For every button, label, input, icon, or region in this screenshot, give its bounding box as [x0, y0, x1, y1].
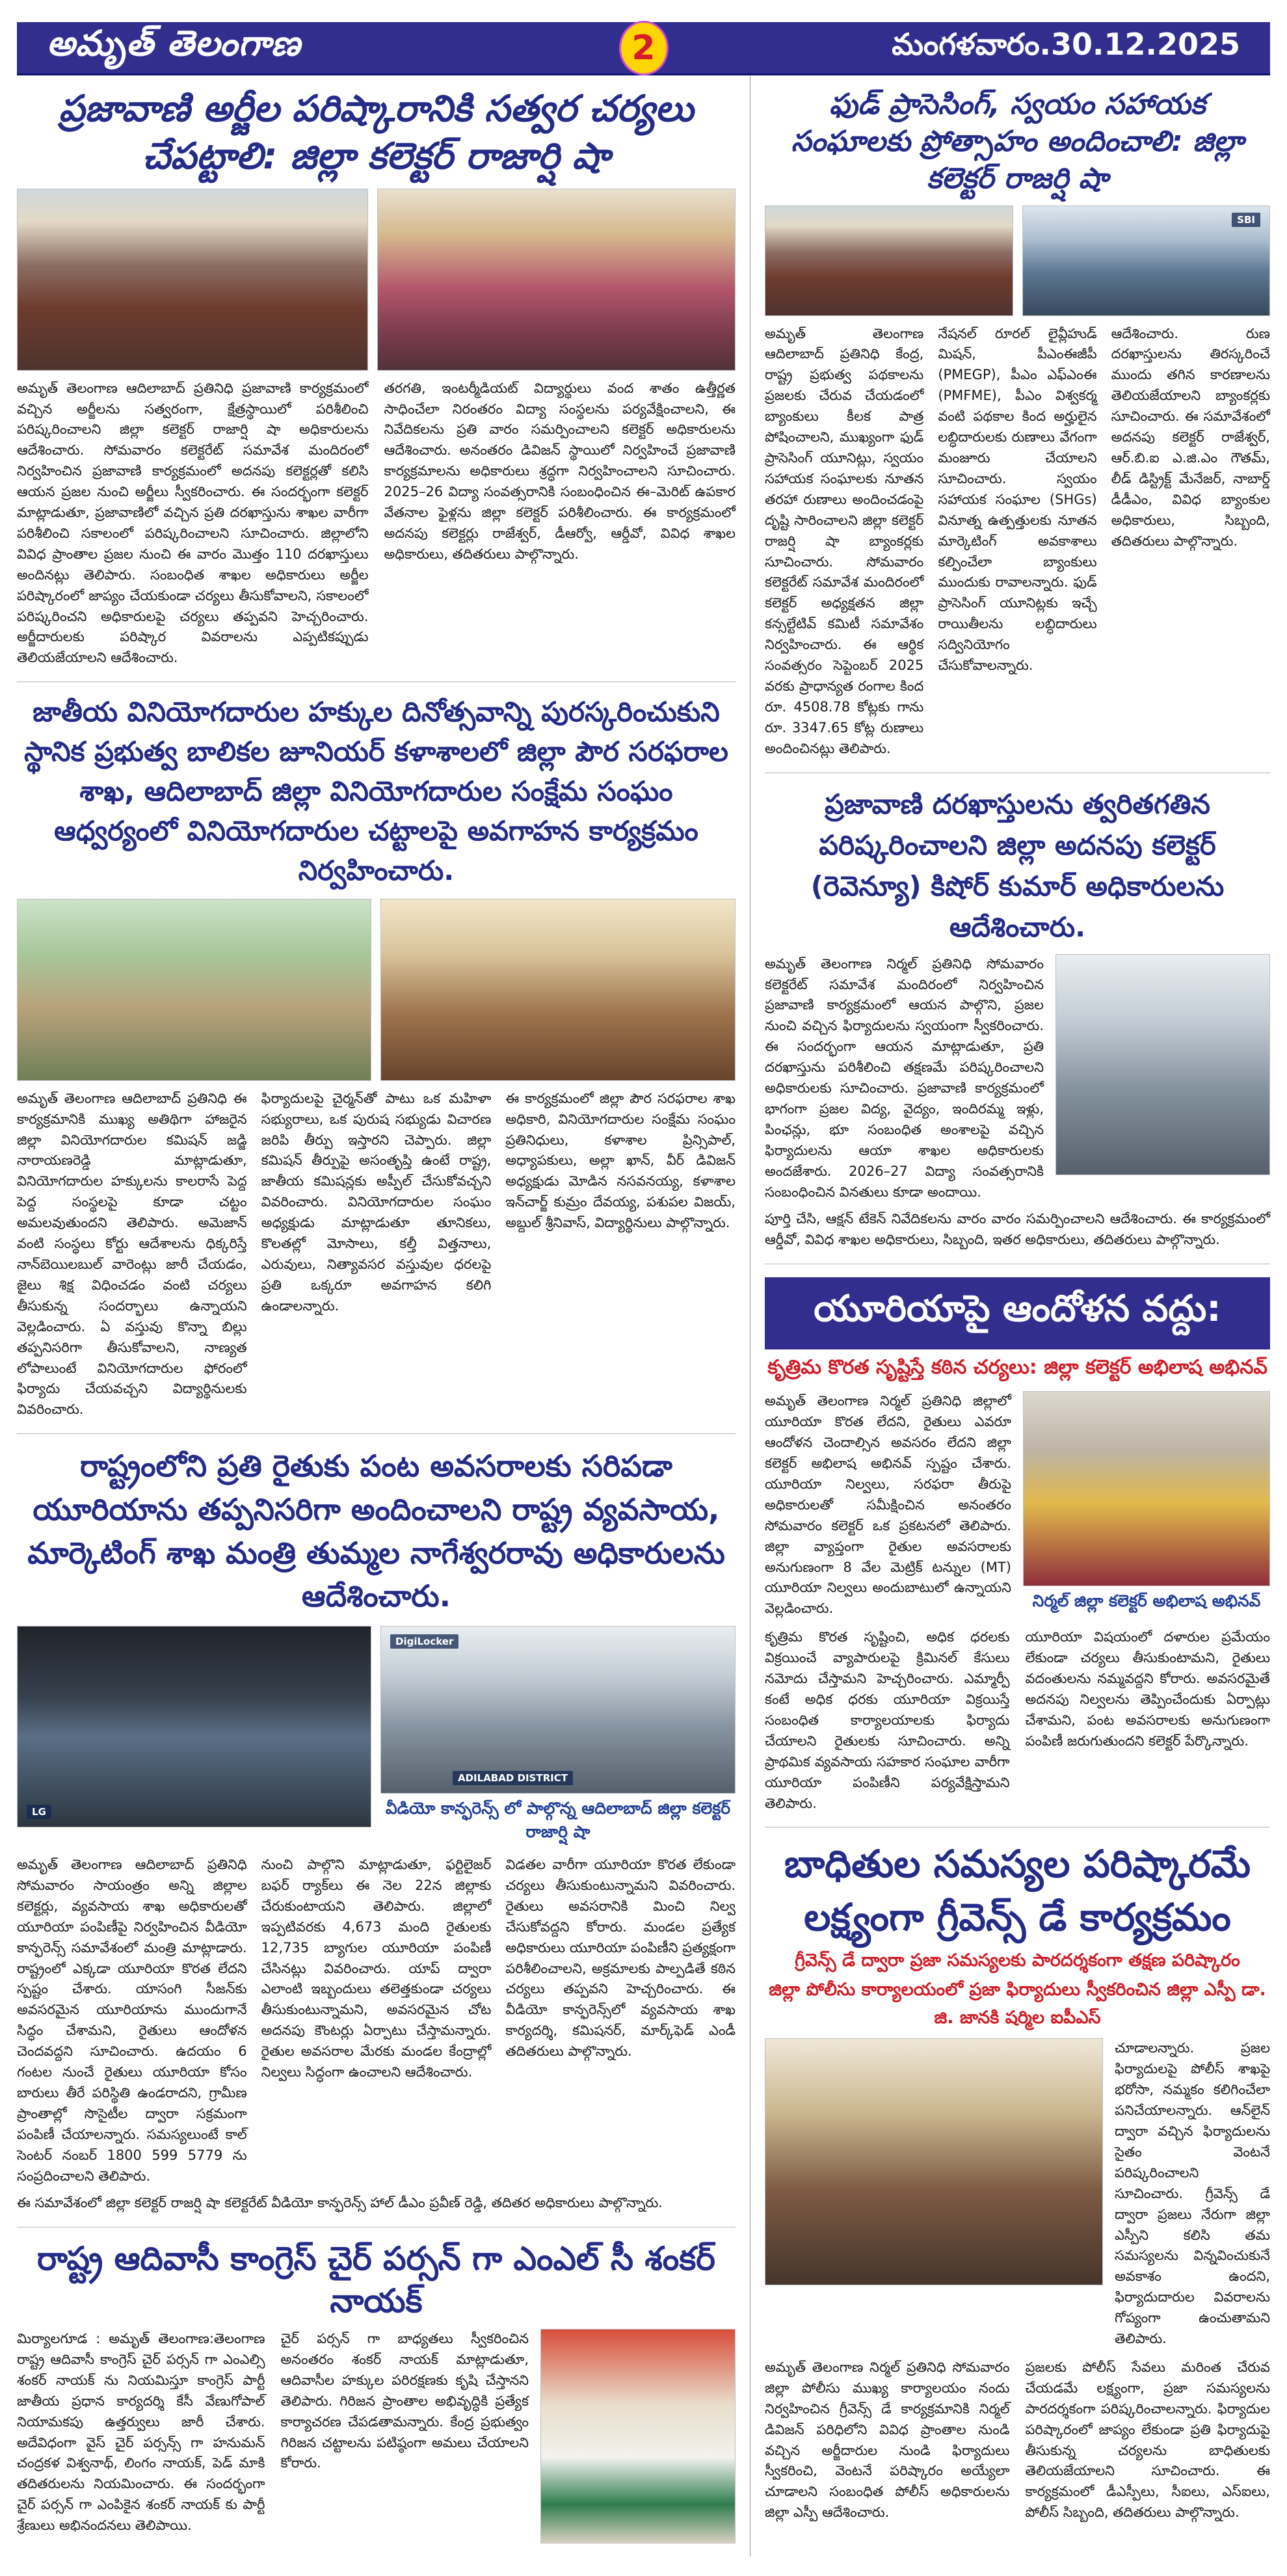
article-body	[17, 378, 736, 669]
article-urea-minister	[17, 1434, 736, 2227]
body-paragraph: చూడాలన్నారు. ప్రజల ఫిర్యాదులపై పోలీస్ శాఖపై భరోసా, నమ్మకం కలిగించేలా పనిచేయాలన్నారు. ఆన్‌లైన్ ద్వారా వచ్చిన ఫిర్యాదులను సైతం వెంటనే పరిష్కరించాలని సూచించారు. గ్రీవెన్స్ డే ద్వారా ప్రజలు నేరుగా జిల్లా ఎస్పీని కలిసి తమ సమస్యలను విన్నవించుకునే అవకాశం ఉందని, ఫిర్యాదుదారుల వివరాలను గోప్యంగా ఉంచుతామని తెలిపారు.	[1115, 2040, 1270, 2347]
article-bar-headline: యూరియాపై ఆందోళన వద్దు:	[765, 1277, 1270, 1349]
article-headline: ప్రజావాణి దరఖాస్తులను త్వరితగతిన పరిష్కరించాలని జిల్లా అదనపు కలెక్టర్ (రెవెన్యూ) కిషోర్ కుమార్ అధికారులను ఆదేశించారు.	[810, 788, 1225, 943]
article-body-row	[765, 954, 1270, 1203]
body-paragraph: అమృత్ తెలంగాణ ఆదిలాబాద్ ప్రతినిధి ప్రజావాణి కార్యక్రమంలో వచ్చిన అర్జీలను సత్వరంగా, క్షేత్రస్థాయిలో పరిశీలించి పరిష్కరించాలని జిల్లా కలెక్టర్ రాజార్షి షా అధికారులను ఆదేశించారు. సోమవారం కలెక్టరేట్ సమావేశ మందిరంలో నిర్వహించిన ప్రజావాణి కార్యక్రమంలో అదనపు కలెక్టర్లతో కలిసి ఆయన ప్రజల నుంచి అర్జీలు స్వీకరించారు. ఈ సందర్భంగా కలెక్టర్ మాట్లాడుతూ, ప్రజావాణిలో వచ్చిన ప్రతి దరఖాస్తును శాఖల వారీగా పరిశీలించి సకాలంలో పరిష్కరించాలని సూచించారు. జిల్లాలోని వివిధ ప్రాంతాల ప్రజల నుంచి ఈ వారం మొత్తం 110 దరఖాస్తులు అందినట్లు తెలిపారు. సంబంధిత శాఖల అధికారులు అర్జీల పరిష్కారంలో జాప్యం చేయకుండా చర్యలు తీసుకోవాలని, సకాలంలో పరిష్కరించని అధికారులపై చర్యలు తప్పవని హెచ్చరించారు. అర్జీదారులకు పరిష్కార వివరాలను ఎప్పటికప్పుడు తెలియజేయాలని ఆదేశించారు.	[17, 380, 369, 666]
article-body	[765, 324, 1270, 760]
article-headline: జాతీయ వినియోగదారుల హక్కుల దినోత్సవాన్ని పురస్కరించుకుని స్థానిక ప్రభుత్వ బాలికల జూనియర్ కళాశాలలో జిల్లా పౌర సరఫరాల శాఖ, ఆదిలాబాద్ జిల్లా వినియోగదారుల సంక్షేమ సంఘం ఆధ్వర్యంలో వినియోగదారుల చట్టాలపై అవగాహన కార్యక్రమం నిర్వహించారు.	[24, 696, 728, 886]
body-paragraph: అమృత్ తెలంగాణ నిర్మల్ ప్రతినిధి సోమవారం కలెక్టరేట్ సమావేశ మందిరంలో నిర్వహించిన ప్రజావాణి కార్యక్రమంలో ఆయన పాల్గొని, ప్రజల నుంచి వచ్చిన ఫిర్యాదులను స్వయంగా స్వీకరించారు. ఈ సందర్భంగా ఆయన మాట్లాడుతూ, ప్రతి దరఖాస్తును పరిశీలించి తక్షణమే పరిష్కరించాలని అధికారులకు సూచించారు. ప్రజావాణి కార్యక్రమంలో భాగంగా ప్రజల విద్య, వైద్యం, ఇందిరమ్మ ఇళ్లు, పింఛన్లు, భూ సంబంధిత అంశాలపై వచ్చిన ఫిర్యాదులను ఆయా శాఖల అధికారులకు అందజేశారు. 2026–27 విద్యా సంవత్సరానికి సంబంధించిన వినతులు కూడా అందాయి.	[765, 955, 1044, 1200]
photo-sp-receiving-petitions	[765, 2038, 1103, 2285]
photo-video-conference-screen	[17, 1626, 371, 1827]
photo-caption: నిర్మల్ జిల్లా కలెక్టర్ అభిలాష అభినవ్	[1032, 1591, 1261, 1611]
masthead	[17, 22, 1270, 75]
body-paragraph: కృత్రిమ కొరత సృష్టించి, అధిక ధరలకు విక్రయించే వ్యాపారులపై క్రిమినల్ కేసులు నమోదు చేస్తామని హెచ్చరించారు. ఎమ్మార్పీ కంటే అధిక ధరకు యూరియా విక్రయిస్తే సంబంధిత కార్యాలయాలకు ఫిర్యాదు చేయాలని రైతులకు సూచించారు. అన్ని ప్రాథమిక వ్యవసాయ సహకార సంఘాల వారీగా యూరియా పంపిణీని పర్యవేక్షిస్తామని తెలిపారు.	[765, 1629, 1010, 1811]
photo-collector-meeting	[17, 189, 368, 371]
photo-strip	[17, 189, 736, 371]
article-deck-line1: గ్రీవెన్స్ డే ద్వారా ప్రజా సమస్యలకు పారదర్శకంగా తక్షణ పరిష్కారం	[795, 1950, 1240, 1971]
article-prajavani-nirmal	[765, 773, 1270, 1265]
article-deck-line2: జిల్లా పోలీసు కార్యాలయంలో ప్రజా ఫిర్యాదులు స్వీకరించిన జిల్లా ఎస్పీ డా. జి. జానకి షర్మిల ఐపీఎస్	[769, 1979, 1266, 2028]
body-paragraph: అమృత్ తెలంగాణ నిర్మల్ ప్రతినిధి జిల్లాలో యూరియా కొరత లేదని, రైతులు ఎవరూ ఆందోళన చెందాల్సిన అవసరం లేదని జిల్లా కలెక్టర్ అభిలాష అభినవ్ స్పష్టం చేశారు. యూరియా నిల్వలు, సరఫరా తీరుపై అధికారులతో సమీక్షించిన అనంతరం సోమవారం కలెక్టర్ ఒక ప్రకటనలో తెలిపారు. జిల్లా వ్యాప్తంగా రైతుల అవసరాలకు అనుగుణంగా 8 వేల మెట్రిక్ టన్నుల (MT) యూరియా నిల్వలు అందుబాటులో ఉన్నాయని వెల్లడించారు.	[765, 1393, 1011, 1617]
photo-strip	[17, 899, 736, 1081]
article-headline: బాధితుల సమస్యల పరిష్కారమే లక్ష్యంగా గ్రీవెన్స్ డే కార్యక్రమం	[784, 1842, 1251, 1939]
body-paragraph: ఆదేశించారు. రుణ దరఖాస్తులను తిరస్కరించే ముందు తగిన కారణాలను తెలియజేయాలని బ్యాంకర్లకు సూచించారు. ఈ సమావేశంలో అదనపు కలెక్టర్ రాజేశ్వర్, ఆర్.బి.ఐ ఎ.జి.ఎం గౌతమ్, లీడ్ డిస్ట్రిక్ట్ మేనేజర్, నాబార్డ్ డీడీఎం, వివిధ బ్యాంకుల అధికారులు, సిబ్బంది, తదితరులు పాల్గొన్నారు.	[1111, 325, 1270, 549]
article-headline: ప్రజావాణి అర్జీల పరిష్కారానికి సత్వర చర్యలు చేపట్టాలి: జిల్లా కలెక్టర్ రాజార్షి షా	[59, 88, 694, 178]
masthead-title: అమృత్ తెలంగాణ	[47, 23, 301, 64]
article-body	[765, 2357, 1270, 2523]
captioned-photo	[1023, 1391, 1270, 1619]
article-urea-collector	[765, 1264, 1270, 1827]
sbi-banner-label: SBI	[1232, 213, 1260, 227]
photo-caption: వీడియో కాన్ఫరెన్స్ లో పాల్గొన్న ఆదిలాబాద్ జిల్లా కలెక్టర్ రాజార్షి షా	[385, 1798, 731, 1841]
body-paragraph: పూర్తి చేసి, ఆక్షన్ టేకెన్ నివేదికలను వారం వారం సమర్పించాలని ఆదేశించారు. ఈ కార్యక్రమంలో ఆర్డీవో, వివిధ శాఖల అధికారులు, సిబ్బంది, ఇతర అధికారులు, తదితరులు పాల్గొన్నారు.	[765, 1211, 1270, 1248]
article-consumer-rights	[17, 682, 736, 1434]
photo-awareness-event	[380, 899, 736, 1081]
body-paragraph: అమృత్ తెలంగాణ ఆదిలాబాద్ ప్రతినిధి ఈ కార్యక్రమానికి ముఖ్య అతిథిగా హాజరైన జిల్లా వినియోగదారుల కమిషన్ జడ్జి నారాయణరెడ్డి మాట్లాడుతూ, వినియోగదారుల హక్కులను కాలరాసే పెద్ద పెద్ద సంస్థలపై కూడా చట్టం అమలవుతుందని తెలిపారు. అమెజాన్ వంటి సంస్థలు కోర్టు ఆదేశాలను ధిక్కరిస్తే నాన్‌బెయిలబుల్ వారెంట్లు జారీ చేయడం, జైలు శిక్ష విధించడం వంటి చర్యలు తీసుకున్న సందర్భాలు ఉన్నాయని వెల్లడించారు. ఏ వస్తువు కొన్నా బిల్లు తప్పనిసరిగా తీసుకోవాలని, నాణ్యత లోపాలుంటే వినియోగదారుల ఫోరంలో ఫిర్యాదు చేయవచ్చని విద్యార్థినులకు వివరించారు.	[17, 1090, 247, 1418]
article-prajavani	[17, 75, 736, 682]
masthead-date: మంగళవారం.30.12.2025	[892, 26, 1240, 62]
photo-strip	[765, 206, 1270, 316]
article-body	[17, 1089, 736, 1421]
body-paragraph: తరగతి, ఇంటర్మీడియట్ విద్యార్థులు వంద శాతం ఉత్తీర్ణత సాధించేలా నిరంతరం విద్యా సంస్థలను పర్యవేక్షించాలని, ఈ నివేదికలను ప్రతి వారం సమర్పించాలని కలెక్టర్ అధికారులను ఆదేశించారు. అనంతరం డివిజన్ స్థాయిలో నిర్వహించే ప్రజావాణి కార్యక్రమాలను అధికారులు శ్రద్ధగా నిర్వహించాలని సూచించారు. 2025–26 విద్యా సంవత్సరానికి సంబంధించిన ఈ–మెరిట్ ఉపకార వేతనాల ఫైళ్లను జిల్లా కలెక్టర్ పరిశీలించారు. ఈ కార్యక్రమంలో అదనపు కలెక్టర్లు రాజేశ్వర్, డీఆర్వో, ఆర్డీవో, వివిధ శాఖల అధికారులు, తదితరులు పాల్గొన్నారు.	[384, 380, 736, 562]
photo-women-group	[377, 189, 736, 371]
body-paragraph: ప్రజలకు పోలీస్ సేవలు మరింత చేరువ చేయడమే లక్ష్యంగా, ప్రజా సమస్యలను పారదర్శకంగా పరిష్కరించాలన్నారు. ఫిర్యాదుల పరిష్కారంలో జాప్యం లేకుండా ప్రతి ఫిర్యాదుపై తీసుకున్న చర్యలను బాధితులకు తెలియజేయాలని సూచించారు. ఈ కార్యక్రమంలో డీఎస్పీలు, సీఐలు, ఎస్ఐలు, పోలీస్ సిబ్బంది, తదితరులు పాల్గొన్నారు.	[1025, 2359, 1270, 2521]
article-headline: రాష్ట్రంలోని ప్రతి రైతుకు పంట అవసరాలకు సరిపడా యూరియాను తప్పనిసరిగా అందించాలని రాష్ట్ర వ్యవసాయ, మార్కెటింగ్ శాఖ మంత్రి తుమ్మల నాగేశ్వరరావు అధికారులను ఆదేశించారు.	[27, 1448, 725, 1614]
article-body	[17, 2329, 529, 2543]
body-paragraph: చైర్ పర్సన్ గా బాధ్యతలు స్వీకరించిన అనంతరం శంకర్ నాయక్ మాట్లాడుతూ, ఆదివాసీల హక్కుల పరిరక్షణకు కృషి చేస్తానని తెలిపారు. గిరిజన ప్రాంతాల అభివృద్ధికి ప్రత్యేక కార్యాచరణ చేపడతామన్నారు. కేంద్ర ప్రభుత్వం గిరిజన చట్టాలను పటిష్ఠంగా అమలు చేయాలని కోరారు.	[280, 2330, 529, 2471]
photo-collector-vc-hall	[380, 1626, 736, 1794]
digilocker-label: DigiLocker	[390, 1634, 458, 1649]
captioned-photo	[380, 1626, 736, 1847]
photo-students-sitting	[17, 899, 371, 1081]
article-food-processing	[765, 75, 1270, 773]
right-column	[750, 75, 1270, 2556]
body-paragraph: నేషనల్ రూరల్ లైవ్లీహుడ్ మిషన్, పీఎంఈజీపీ (PMEGP), పీఎం ఎఫ్ఎంఈ (PMFME), పీఎం విశ్వకర్మ వంటి పథకాల కింద అర్హులైన లబ్ధిదారులకు రుణాలు వేగంగా మంజూరు చేయాలని సూచించారు. స్వయం సహాయక సంఘాల (SHGs) వినూత్న ఉత్పత్తులకు నూతన మార్కెటింగ్ అవకాశాలు కల్పించేలా బ్యాంకులు ముందుకు రావాలన్నారు. ఫుడ్ ప్రాసెసింగ్ యూనిట్లకు ఇచ్చే రాయితీలను లబ్ధిదారులు సద్వినియోగం చేసుకోవాలన్నారు.	[938, 325, 1097, 674]
article-body	[765, 1627, 1270, 1814]
body-paragraph: విడతల వారీగా యూరియా కొరత లేకుండా చర్యలు తీసుకుంటున్నామని వివరించారు. రైతులు అవసరానికి మించి నిల్వ చేసుకోవద్దని కోరారు. మండల ప్రత్యేక అధికారులు యూరియా పంపిణీని ప్రత్యక్షంగా పరిశీలించాలని, అక్రమాలకు పాల్పడితే కఠిన చర్యలు తప్పవని హెచ్చరించారు. ఈ వీడియో కాన్ఫరెన్స్‌లో వ్యవసాయ శాఖ కార్యదర్శి, కమిషనర్, మార్క్‌ఫెడ్ ఎండీ తదితరులు పాల్గొన్నారు.	[505, 1856, 736, 2060]
body-paragraph: మిర్యాలగూడ : అమృత్ తెలంగాణ:తెలంగాణ రాష్ట్ర ఆదివాసీ కాంగ్రెస్ చైర్ పర్సన్ గా ఎంఎల్సి శంకర్ నాయక్ ను నియమిస్తూ కాంగ్రెస్ పార్టీ జాతీయ ప్రధాన కార్యదర్శి కేసీ వేణుగోపాల్ నియామకపు ఉత్తర్వులు జారీ చేశారు. అదేవిధంగా వైస్ చైర్ పర్సన్స్ గా హనుమన్ చంద్రకళ విశ్వనాథ్, లింగం నాయక్, పెడ్ మాకి తదితరులను నియమించారు. ఈ సందర్భంగా చైర్ పర్సన్ గా ఎంపికైన శంకర్ నాయక్ కు పార్టీ శ్రేణులు అభినందనలు తెలిపాయి.	[17, 2330, 265, 2534]
article-body-row	[765, 1391, 1270, 1619]
photo-bankers-meeting	[765, 206, 1013, 316]
body-paragraph: అమృత్ తెలంగాణ ఆదిలాబాద్ ప్రతినిధి సోమవారం సాయంత్రం అన్ని జిల్లాల కలెక్టర్లు, వ్యవసాయ శాఖ అధికారులతో యూరియా పంపిణీపై నిర్వహించిన వీడియో కాన్ఫరెన్స్ సమావేశంలో మంత్రి మాట్లాడారు. రాష్ట్రంలో ఎక్కడా యూరియా కొరత లేదని స్పష్టం చేశారు. యాసంగి సీజన్‌కు అవసరమైన యూరియాను ముందుగానే సిద్ధం చేశామని, రైతులు ఆందోళన చెందవద్దని సూచించారు. ఉదయం 6 గంటల నుంచే రైతులు యూరియా కోసం బారులు తీరే పరిస్థితి ఉండరాదని, గ్రామీణ ప్రాంతాల్లో సొసైటీల ద్వారా సక్రమంగా పంపిణీ చేయాలన్నారు. సమస్యలుంటే కాల్ సెంటర్ నంబర్ 1800 599 5779 ను సంప్రదించాలని తెలిపారు.	[17, 1856, 247, 2184]
photo-additional-collector-prajavani	[1055, 954, 1270, 1175]
article-headline: రాష్ట్ర ఆదివాసీ కాంగ్రెస్ చైర్ పర్సన్ గా ఎంఎల్ సీ శంకర్ నాయక్	[37, 2239, 715, 2320]
closing-line: ఈ సమావేశంలో జిల్లా కలెక్టర్ రాజర్షి షా కలెక్టరేట్ వీడియో కాన్ఫరెన్స్ హాల్ డీఎం ప్రవీణ్ రెడ్డి, తదితర అధికారులు పాల్గొన్నారు.	[17, 2195, 663, 2211]
article-grievance-day	[765, 1827, 1270, 2536]
photo-sbi-meeting	[1022, 206, 1271, 316]
body-paragraph: యూరియా విషయంలో దళారుల ప్రమేయం లేకుండా చర్యలు తీసుకుంటామని, రైతులు వదంతులను నమ్మవద్దని కోరారు. అవసరమైతే అదనపు నిల్వలను తెప్పించేందుకు ఏర్పాట్లు చేశామని, పంట అవసరాలకు అనుగుణంగా పంపిణీ జరుగుతుందని కలెక్టర్ పేర్కొన్నారు.	[1025, 1629, 1270, 1749]
article-body-row	[765, 2038, 1270, 2350]
left-column	[17, 75, 750, 2556]
article-headline: ఫుడ్ ప్రాసెసింగ్, స్వయం సహాయక సంఘాలకు ప్రోత్సాహం అందించాలి: జిల్లా కలెక్టర్ రాజర్షి షా	[791, 88, 1244, 196]
body-paragraph: అమృత్ తెలంగాణ నిర్మల్ ప్రతినిధి సోమవారం జిల్లా పోలీసు ముఖ్య కార్యాలయం నందు నిర్వహించిన గ్రీవెన్స్ డే కార్యక్రమానికి నిర్మల్ డివిజన్ పరిధిలోని వివిధ ప్రాంతాల నుండి వచ్చిన అర్జీదారుల నుండి ఫిర్యాదులు స్వీకరించి, వెంటనే పరిష్కారం అయ్యేలా చూడాలని సంబంధిత పోలీస్ అధికారులను జిల్లా ఎస్పీ ఆదేశించారు.	[765, 2359, 1010, 2521]
article-mlc-appointment	[17, 2227, 736, 2556]
photo-collector-abhilasha	[1023, 1391, 1270, 1586]
photo-strip	[17, 1626, 736, 1847]
article-subtitle: కృత్రిమ కొరత సృష్టిస్తే కఠిన చర్యలు: జిల్లా కలెక్టర్ అభిలాష అభినవ్	[767, 1356, 1267, 1379]
photo-shankar-nayak-portrait	[540, 2329, 736, 2543]
page-body	[17, 75, 1270, 2556]
adilabad-district-sign: ADILABAD DISTRICT	[453, 1771, 573, 1785]
body-paragraph: నుంచి పాల్గొని మాట్లాడుతూ, ఫర్టిలైజర్ బఫర్ ర్యాక్‌లు ఈ నెల 22న జిల్లాకు చేరుకుంటాయని తెలిపారు. జిల్లాలో ఇప్పటివరకు 4,673 మంది రైతులకు 12,735 బ్యాగుల యూరియా పంపిణీ చేసినట్లు వివరించారు. యాప్ ద్వారా ఎలాంటి ఇబ్బందులు తలెత్తకుండా చర్యలు తీసుకుంటున్నామని, అవసరమైన చోట అదనపు కౌంటర్లు ఏర్పాటు చేస్తామన్నారు. రైతుల అవసరాల మేరకు మండల కేంద్రాల్లో నిల్వలు సిద్ధంగా ఉంచాలని ఆదేశించారు.	[261, 1856, 492, 2080]
article-body-row	[17, 2329, 736, 2543]
body-paragraph: ఈ కార్యక్రమంలో జిల్లా పౌర సరఫరాల శాఖ అధికారి, వినియోగదారుల సంక్షేమ సంఘం ప్రతినిధులు, కళాశాల ప్రిన్సిపాల్, అధ్యాపకులు, అల్లా ఖాన్, వీర్ డివిజన్ అధ్యక్షుడు మోడిన నసవనయ్య, కళాశాల ఇన్‌చార్జ్ కుమ్రం దేవయ్య, పశుపల విజయ్, అబ్దుల్ శ్రీనివాస్, విద్యార్థినులు పాల్గొన్నారు.	[505, 1090, 736, 1231]
article-body	[17, 1855, 736, 2187]
page-number-badge: 2	[619, 21, 669, 75]
body-paragraph: అమృత్ తెలంగాణ ఆదిలాబాద్ ప్రతినిధి కేంద్ర, రాష్ట్ర ప్రభుత్వ పథకాలను ప్రజలకు చేరువ చేయడంలో బ్యాంకులు కీలక పాత్ర పోషించాలని, ముఖ్యంగా ఫుడ్ ప్రాసెసింగ్ యూనిట్లు, స్వయం సహాయక సంఘాలకు నూతన తరహా రుణాలు అందించడంపై దృష్టి సారించాలని జిల్లా కలెక్టర్ రాజర్షి షా బ్యాంకర్లకు సూచించారు. సోమవారం కలెక్టరేట్ సమావేశ మందిరంలో కలెక్టర్ అధ్యక్షతన జిల్లా కన్సల్టేటివ్ కమిటీ సమావేశం నిర్వహించారు. ఈ ఆర్థిక సంవత్సరం సెప్టెంబర్ 2025 వరకు ప్రాధాన్యత రంగాల కింద రూ. 4508.78 కోట్లకు గాను రూ. 3347.65 కోట్ల రుణాలు అందించినట్లు తెలిపారు.	[765, 325, 924, 756]
lg-screen-label: LG	[27, 1805, 51, 1819]
body-paragraph: ఫిర్యాదులపై చైర్మన్‌తో పాటు ఒక మహిళా సభ్యురాలు, ఒక పురుష సభ్యుడు విచారణ జరిపి తీర్పు ఇస్తారని చెప్పారు. జిల్లా కమిషన్ తీర్పుపై అసంతృప్తి ఉంటే రాష్ట్ర, జాతీయ కమిషన్లకు అప్పీల్ చేసుకోవచ్చని వివరించారు. వినియోగదారుల సంఘం అధ్యక్షుడు మాట్లాడుతూ తూనికలు, కొలతల్లో మోసాలు, కల్తీ విత్తనాలు, ఎరువులు, నిత్యావసర వస్తువుల ధరలపై ప్రతి ఒక్కరూ అవగాహన కలిగి ఉండాలన్నారు.	[261, 1090, 492, 1314]
